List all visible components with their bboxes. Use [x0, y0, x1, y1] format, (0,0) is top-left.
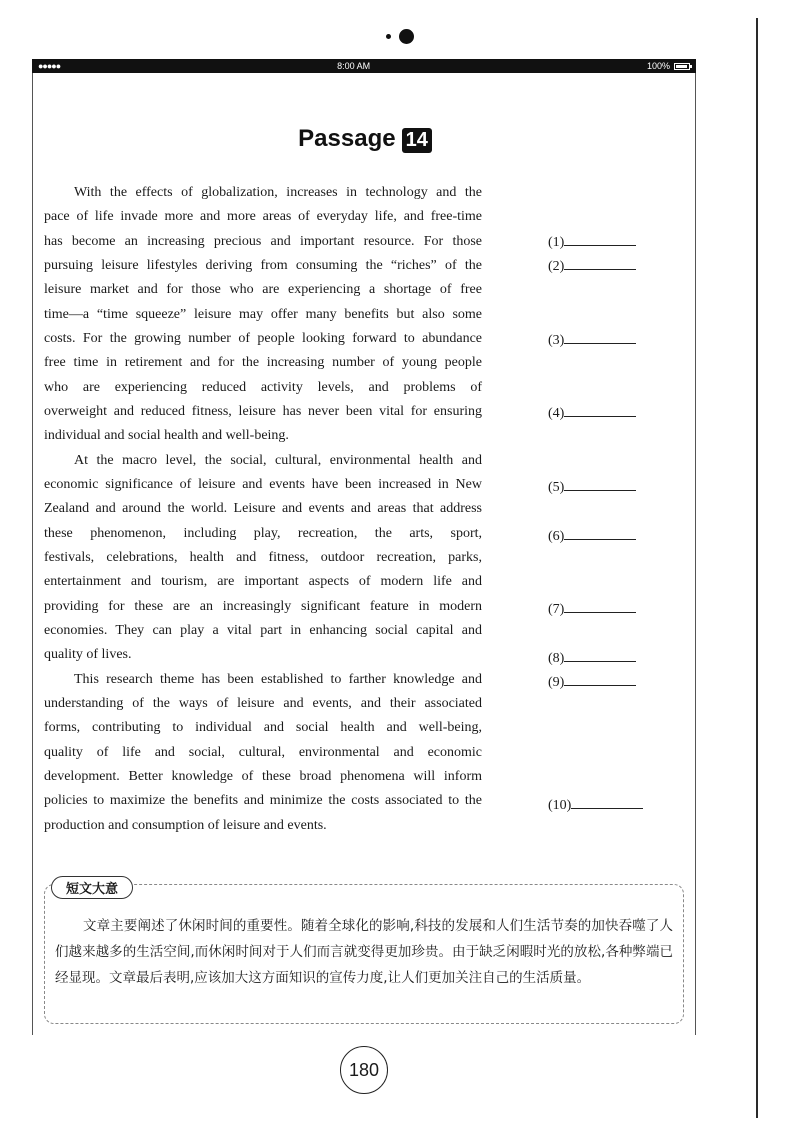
passage-line: who are experiencing reduced activity levels, and problems of — [44, 380, 482, 395]
passage-line: overweight and reduced fitness, leisure has never been vital for ensuring — [44, 404, 482, 419]
passage-line: Zealand and around the world. Leisure and events and areas that address — [44, 501, 482, 516]
blank-label: (9) — [548, 675, 565, 690]
answer-blank-2[interactable] — [548, 257, 636, 275]
status-time: 8:00 AM — [337, 61, 371, 71]
blank-label: (8) — [548, 651, 565, 666]
page-title — [0, 125, 730, 153]
blank-label: (5) — [548, 480, 565, 495]
answer-blank-3[interactable] — [548, 331, 636, 349]
answer-blank-8[interactable] — [548, 649, 636, 667]
battery-icon — [674, 63, 690, 70]
passage-label: Passage — [298, 125, 396, 152]
passage-line: has become an increasing precious and important resource. For those — [44, 234, 482, 249]
passage-line: individual and social health and well-being. — [44, 428, 289, 443]
blank-label: (6) — [548, 529, 565, 544]
summary-text: 文章主要阐述了休闲时间的重要性。随着全球化的影响,科技的发展和人们生活节奏的加快吞噬了人们越来越多的生活空间,而休闲时间对于人们而言就变得更加珍贵。由于缺乏闲暇时光的放松,各种弊端已经显现。文章最后表明,应该加大这方面知识的宣传力度,让人们更加关注自己的生活质量。 — [55, 918, 673, 986]
passage-line: development. Better knowledge of these broad phenomena will inform — [44, 769, 482, 784]
passage-line: these phenomenon, including play, recreation, the arts, sport, — [44, 526, 482, 541]
passage-line: This research theme has been established to farther knowledge and — [74, 672, 482, 687]
answer-blank-6[interactable] — [548, 527, 636, 545]
blank-label: (1) — [548, 235, 565, 250]
answer-blank-1[interactable] — [548, 233, 636, 251]
passage-line: production and consumption of leisure and events. — [44, 818, 327, 833]
answer-blank-5[interactable] — [548, 478, 636, 496]
summary-label: 短文大意 — [51, 876, 133, 899]
blank-label: (7) — [548, 602, 565, 617]
passage-line: pace of life invade more and more areas of everyday life, and free-time — [44, 209, 482, 224]
passage-line: time—a “time squeeze” leisure may offer many benefits but also some — [44, 307, 482, 322]
passage-line: providing for these are an increasingly significant feature in modern — [44, 599, 482, 614]
status-bar — [32, 59, 696, 73]
blank-label: (3) — [548, 333, 565, 348]
passage-line: economic significance of leisure and events have been increased in New — [44, 477, 482, 492]
passage-line: quality of life and social, cultural, environmental and economic — [44, 745, 482, 760]
blank-label: (2) — [548, 259, 565, 274]
answer-blank-4[interactable] — [548, 404, 636, 422]
answer-blank-7[interactable] — [548, 600, 636, 618]
answer-blank-9[interactable] — [548, 673, 636, 691]
device-edge — [756, 18, 758, 1118]
passage-line: At the macro level, the social, cultural, environmental health and — [74, 453, 482, 468]
answer-blank-10[interactable] — [548, 796, 643, 814]
blank-label: (10) — [548, 798, 572, 813]
passage-line: policies to maximize the benefits and minimize the costs associated to the — [44, 793, 482, 808]
passage-line: entertainment and tourism, are important aspects of modern life and — [44, 574, 482, 589]
page-number: 180 — [340, 1046, 388, 1094]
passage-line: understanding of the ways of leisure and events, and their associated — [44, 696, 482, 711]
passage-line: With the effects of globalization, increases in technology and the — [74, 185, 482, 200]
signal-icon: ●●●●● — [38, 61, 61, 71]
passage-line: leisure market and for those who are experiencing a shortage of free — [44, 282, 482, 297]
passage-line: forms, contributing to individual and social health and well-being, — [44, 720, 482, 735]
camera-dot — [399, 29, 414, 44]
passage-line: free time in retirement and for the increasing number of young people — [44, 355, 482, 370]
battery-percent: 100% — [646, 61, 670, 71]
passage-line: quality of lives. — [44, 647, 132, 662]
passage-number-badge: 14 — [402, 128, 432, 153]
passage-line: festivals, celebrations, health and fitness, outdoor recreation, parks, — [44, 550, 482, 565]
passage-line: pursuing leisure lifestyles deriving from consuming the “riches” of the — [44, 258, 482, 273]
camera-indicator — [0, 26, 800, 46]
passage-line: economies. They can play a vital part in enhancing social capital and — [44, 623, 482, 638]
summary-box — [44, 884, 684, 1024]
blank-label: (4) — [548, 406, 565, 421]
passage-line: costs. For the growing number of people looking forward to abundance — [44, 331, 482, 346]
sensor-dot — [386, 34, 391, 39]
